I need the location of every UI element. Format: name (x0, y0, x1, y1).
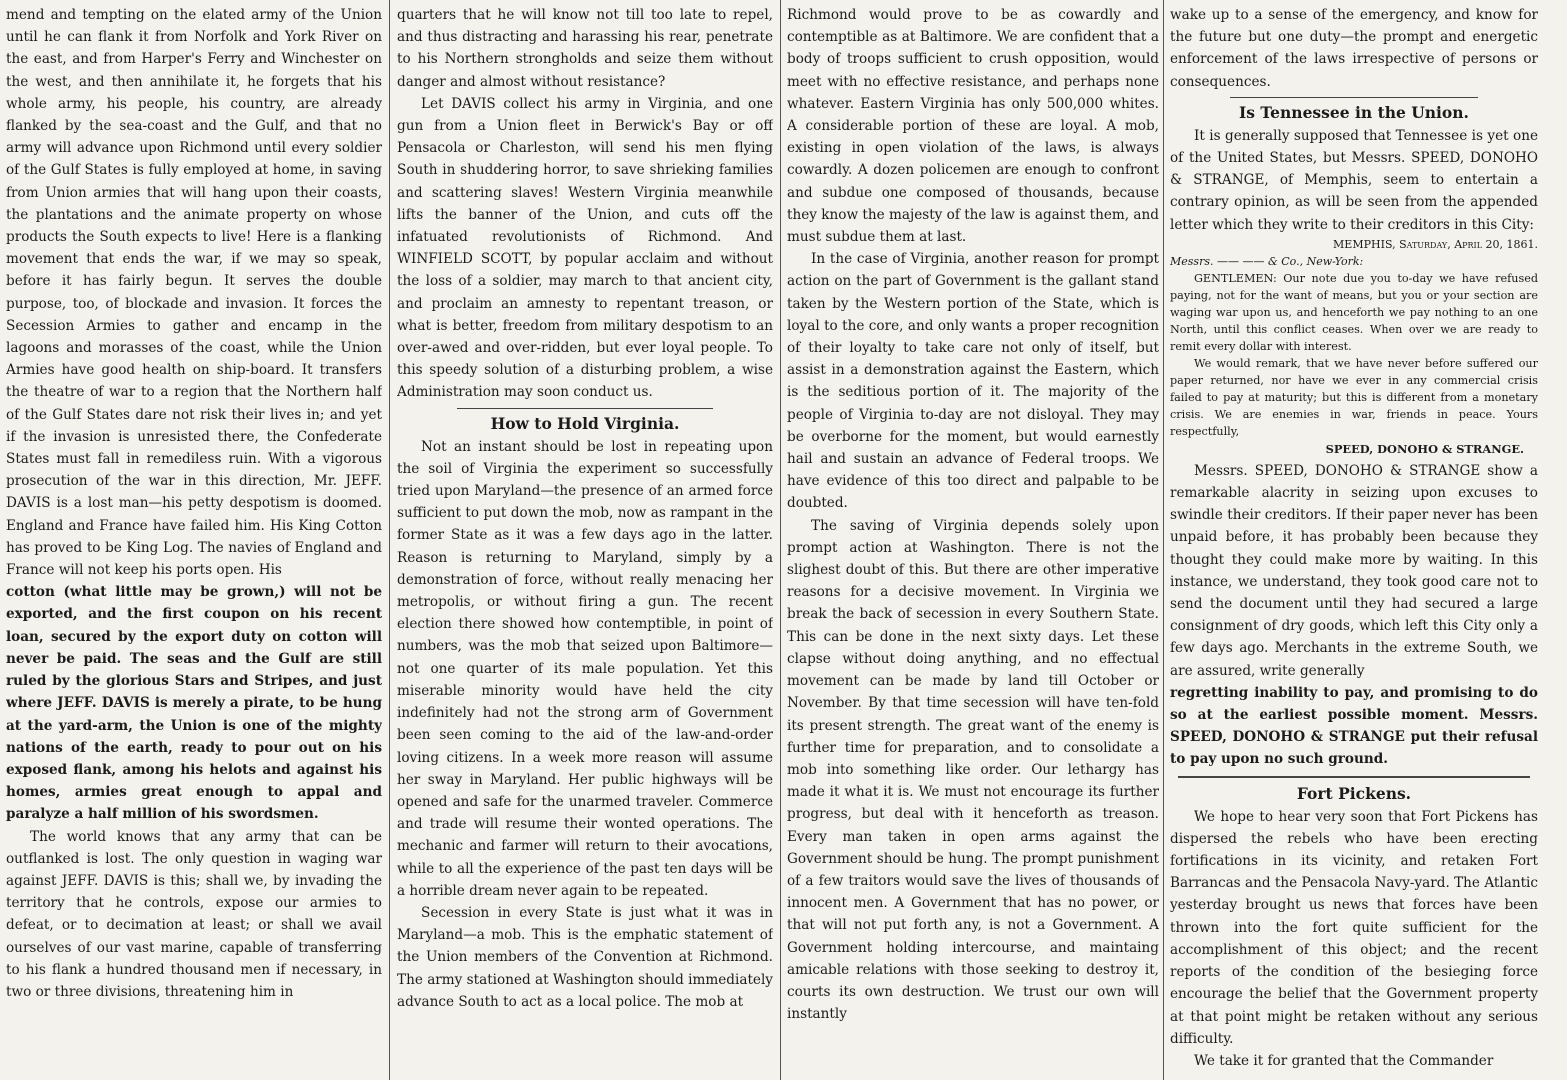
letter-signature: SPEED, DONOHO & STRANGE. (1325, 441, 1524, 456)
paragraph: We hope to hear very soon that Fort Pickens has dispersed the rebels who have been erecting fortifications in its vicinity, and retaken Fort Barrancas and the Pensacola Navy-yard. The Atlantic yesterday brought us news that forces have been thrown into the fort quite sufficient for the accomplishment of this object; and the recent reports of the condition of the besieging force encourage the belief that the Government property at that point might be retaken without any serious difficulty. (1170, 808, 1538, 1047)
letter-dateline: MEMPHIS, Saturday, April 20, 1861. (1333, 237, 1538, 251)
paragraph: quarters that he will know not till too late to repel, and thus distracting and harassing his rear, penetrate to his Northern strongholds and seize them without danger and almost without resistance? (397, 7, 773, 90)
paragraph: regretting inability to pay, and promising to do so at the earliest possible moment. Messrs. SPEED, DONOHO & STRANGE put their refusal to pay upon no such ground. (1170, 684, 1538, 768)
paragraph: mend and tempting on the elated army of the Union until he can flank it from Norfolk and York River on the east, and from Harper's Ferry and Winchester on the west, and then annihilate it, he forgets that his whole army, his people, his country, are already flanked by the sea-coast and the Gulf, and that no army will advance upon Richmond until every soldier of the Gulf States is fully employed at home, in saving from Union armies that will hang upon their coasts, the plantations and the animate property on whose products the South expects to live! Here is a flanking movement that ends the war, if we may so speak, before it has fairly begun. It serves the double purpose, too, of blockade and invasion. It forces the Secession Armies to gather and encamp in the lagoons and morasses of the coast, while the Union Armies have good health on ship-board. It transfers the theatre of war to a region that the Northern half of the Gulf States dare not risk their lives in; and yet if the invasion is unresisted there, the Confederate States must fall in remediless ruin. With a vigorous prosecution of the war in this direction, Mr. JEFF. DAVIS is a lost man—his petty despotism is doomed. England and France have failed him. His King Cotton has proved to be King Log. The navies of England and France will not keep his ports open. His (6, 7, 382, 579)
paragraph: The world knows that any army that can be outflanked is lost. The only question in waging war against JEFF. DAVIS is this; shall we, by invading the territory that he controls, expose our armies to defeat, or to decimation at least; or shall we avail ourselves of our vast marine, capable of transferring to his flank a hundred thousand men if necessary, in two or three divisions, threatening him in (6, 828, 382, 1000)
paragraph: wake up to a sense of the emergency, and know for the future but one duty—the prompt and energetic enforcement of the laws irrespective of persons or consequences. (1170, 7, 1538, 90)
letter-salutation: Messrs. —— —— & Co., New-York: (1170, 254, 1364, 268)
article-heading: Is Tennessee in the Union. (1239, 102, 1469, 122)
column-rule (780, 0, 781, 1080)
paragraph: Richmond would prove to be as cowardly and contemptible as at Baltimore. We are confident that a body of troops sufficient to crush opposition, would meet with no effective resistance, and perhaps none whatever. Eastern Virginia has only 500,000 whites. A considerable portion of these are loyal. A mob, existing in open violation of the laws, is always cowardly. A dozen policemen are enough to confront and subdue one composed of thousands, because they know the majesty of the law is against them, and must subdue them at last. (787, 7, 1159, 246)
column-rule (1163, 0, 1164, 1080)
paragraph: Not an instant should be lost in repeating upon the soil of Virginia the experiment so successfully tried upon Maryland—the presence of an armed force sufficient to put down the mob, now as rampant in the former State as it was a few days ago in the latter. Reason is returning to Maryland, simply by a demonstration of force, without really menacing her metropolis, or without firing a gun. The recent election there showed how contemptible, in point of numbers, was the mob that seized upon Baltimore—not one quarter of its male population. Yet this miserable minority would have held the city indefinitely had not the strong arm of Government been seen coming to the aid of the law-and-order loving citizens. In a week more reason will assume her sway in Maryland. Her public highways will be opened and safe for the unarmed traveler. Commerce and trade will resume their wonted operations. The mechanic and farmer will return to their avocations, while to all the experience of the past ten days will be a horrible dream never again to be repeated. (397, 438, 773, 899)
letter-paragraph: We would remark, that we have never before suffered our paper returned, nor have we ever in any commercial crisis failed to pay at maturity; but this is different from a monetary crisis. We are enemies in war, friends in peace. Yours respectfully, (1170, 356, 1538, 438)
paragraph: We take it for granted that the Commander (1194, 1052, 1494, 1069)
article-heading: How to Hold Virginia. (490, 413, 680, 433)
column-1 (6, 4, 382, 1080)
section-divider (1230, 97, 1478, 98)
letter (1170, 236, 1538, 458)
column-2 (397, 4, 773, 1080)
article-heading: Fort Pickens. (1296, 783, 1412, 803)
paragraph: In the case of Virginia, another reason for prompt action on the part of Government is the gallant stand taken by the Western portion of the State, which is loyal to the core, and only wants a proper recognition of their loyalty to take care not only of itself, but assist in a demonstration against the Eastern, which is the seditious portion of it. The majority of the people of Virginia to-day are not disloyal. They may be overborne for the moment, but would earnestly hail and sustain an advance of Federal troops. We have evidence of this too direct and palpable to be doubted. (787, 251, 1159, 512)
section-divider (457, 408, 713, 409)
section-divider (1178, 776, 1530, 778)
paragraph: It is generally supposed that Tennessee is yet one of the United States, but Messrs. SPEED, DONOHO & STRANGE, of Memphis, seem to entertain a contrary opinion, as will be seen from the appended letter which they write to their creditors in this City: (1170, 127, 1538, 233)
column-3 (787, 4, 1159, 1080)
column-rule (389, 0, 390, 1080)
paragraph: cotton (what little may be grown,) will not be exported, and the first coupon on his recent loan, secured by the export duty on cotton will never be paid. The seas and the Gulf are still ruled by the glorious Stars and Stripes, and just where JEFF. DAVIS is merely a pirate, to be hung at the yard-arm, the Union is one of the mighty nations of the earth, ready to pour out on his exposed flank, among his helots and against his homes, armies great enough to appal and paralyze a half million of his swordsmen. (6, 584, 382, 823)
column-4 (1170, 4, 1538, 1080)
paragraph: Messrs. SPEED, DONOHO & STRANGE show a remarkable alacrity in seizing upon excuses to swindle their creditors. If their paper never has been unpaid before, it has probably been because they thought they could make more by waiting. In this instance, we understand, they took good care not to send the document until they had secured a large consignment of dry goods, which left this City only a few days ago. Merchants in the extreme South, we are assured, write generally (1170, 462, 1538, 679)
letter-paragraph: GENTLEMEN: Our note due you to-day we have refused paying, not for the want of means, but you or your section are waging war upon us, and henceforth we pay nothing to an one North, until this conflict ceases. When over we are ready to remit every dollar with interest. (1170, 271, 1538, 353)
paragraph: Let DAVIS collect his army in Virginia, and one gun from a Union fleet in Berwick's Bay or off Pensacola or Charleston, will send his men flying South in shuddering horror, to save shrieking families and scattering slaves! Western Virginia meanwhile lifts the banner of the Union, and cuts off the infatuated revolutionists of Richmond. And WINFIELD SCOTT, by popular acclaim and without the loss of a soldier, may march to that ancient city, and proclaim an amnesty to repentant treason, or what is better, freedom from military despotism to an over-awed and over-ridden, but ever loyal people. To this speedy solution of a disturbing problem, a wise Administration may soon conduct us. (397, 95, 773, 401)
paragraph: The saving of Virginia depends solely upon prompt action at Washington. There is not the slighest doubt of this. But there are other imperative reasons for a decisive movement. In Virginia we break the back of secession in every Southern State. This can be done in the next sixty days. Let these clapse without doing anything, and no effectual movement can be made by land till October or November. By that time secession will have ten-fold its present strength. The great want of the enemy is further time for preparation, and to consolidate a mob into something like order. Our lethargy has made it what it is. We must not encourage its further progress, but deal with it henceforth as treason. Every man taken in open arms against the Government should be hung. The prompt punishment of a few traitors would save the lives of thousands of innocent men. A Government that has no power, or that will not put forth any, is not a Government. A Government holding intercourse, and maintaing amicable relations with those seeking to destroy it, courts its own destruction. We trust our own will instantly (787, 517, 1159, 1023)
paragraph: Secession in every State is just what it was in Maryland—a mob. This is the emphatic statement of the Union members of the Convention at Richmond. The army stationed at Washington should immediately advance South to act as a local police. The mob at (397, 904, 773, 1010)
